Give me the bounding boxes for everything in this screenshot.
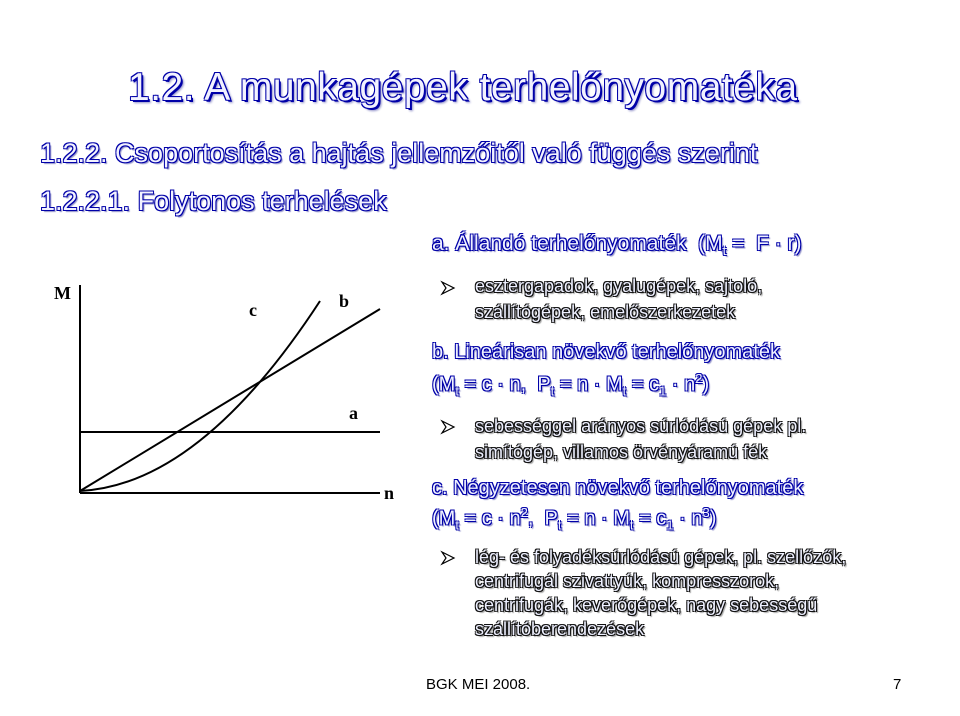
section-c-bullet-line-1: lég- és folyadéksúrlódású gépek, pl. szellőzők, (475, 547, 847, 567)
curve-b-linear (80, 309, 380, 491)
load-torque-diagram (50, 273, 410, 503)
section-a-formula: $(M_t = F \cdot r)$ (692, 232, 802, 259)
section-c-bullet-line-2: centrifugál szivattyúk, kompresszorok, (475, 571, 780, 591)
section-c-bullet-line-4: szállítóberendezések (475, 619, 645, 639)
section-a-bullet-line-2: szállítógépek, emelőszerkezetek (475, 302, 736, 322)
curve-a-label: a (349, 403, 358, 423)
subtitle-grouping: 1.2.2. Csoportosítás a hajtás jellemzőitől való függés szerint (40, 138, 758, 168)
section-c-heading: c. Négyzetesen növekvő terhelőnyomaték (432, 477, 804, 499)
curve-b-label: b (339, 291, 350, 311)
section-c-bullet-line-3: centrifugák, keverőgépek, nagy sebességű (475, 595, 818, 615)
section-a-label: a. Állandó terhelőnyomaték (432, 232, 687, 255)
page-title: 1.2. A munkagépek terhelőnyomatéka (128, 66, 798, 109)
page-number: 7 (893, 676, 902, 693)
arrow-bullet-icon (440, 550, 456, 566)
footer-left: BGK MEI 2008. (426, 676, 531, 693)
section-b-bullet-line-2: simítógép, villamos örvényáramú fék (475, 442, 768, 462)
section-a-heading (432, 232, 802, 258)
section-c-formula: ($M_t = c \cdot n^2$, $P_t = n \cdot M_t = c_1 \cdot n^3$) (432, 505, 717, 533)
arrow-bullet-icon (440, 419, 456, 435)
y-axis-label: M (54, 283, 71, 303)
arrow-bullet-icon (440, 280, 456, 296)
section-a-bullet-line-1: esztergapadok, gyalugépek, sajtoló, (475, 276, 763, 296)
section-b-bullet-line-1: sebességgel arányos súrlódású gépek pl. (475, 416, 807, 436)
curve-c-quadratic (80, 301, 320, 491)
curve-c-label: c (249, 300, 257, 320)
section-b-heading: b. Lineárisan növekvő terhelőnyomaték (432, 341, 780, 363)
x-axis-label: n (384, 483, 395, 503)
subtitle-continuous: 1.2.2.1. Folytonos terhelések (40, 186, 387, 216)
section-b-formula: ($M_t = c \cdot n$, $P_t = n \cdot M_t = c_1 \cdot n^2$) (432, 371, 710, 399)
